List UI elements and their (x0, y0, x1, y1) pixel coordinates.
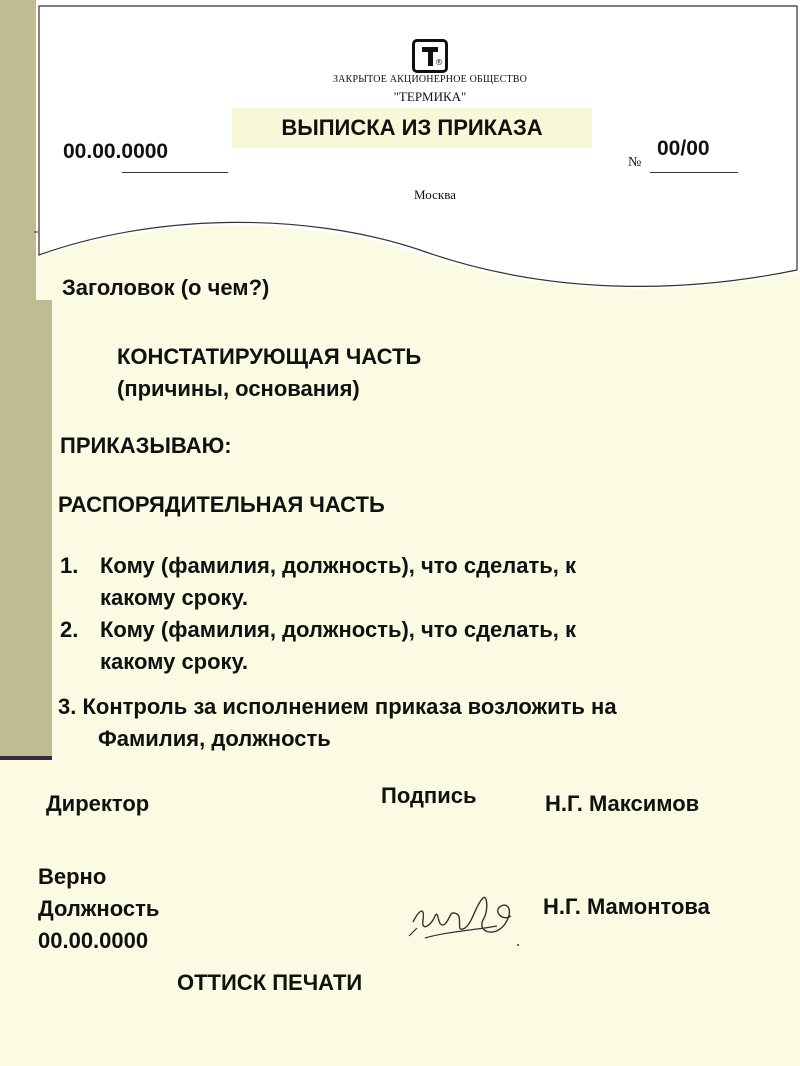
control-clause (58, 691, 617, 755)
list-item-line: Кому (фамилия, должность), что сделать, к (100, 553, 577, 578)
certified-label: Верно (38, 864, 107, 889)
document-number: 00/00 (657, 137, 710, 160)
number-underline (650, 172, 738, 173)
company-logo-t-icon: ® (412, 39, 448, 73)
control-clause-line: 3. Контроль за исполнением приказа возложить на (58, 694, 617, 719)
position-label: Должность (38, 896, 160, 921)
order-word: ПРИКАЗЫВАЮ: (60, 433, 232, 458)
side-bar-divider (0, 756, 52, 760)
signature-label: Подпись (381, 783, 477, 808)
list-item-line: какому сроку. (100, 585, 248, 610)
letterhead (0, 0, 800, 305)
control-clause-line: Фамилия, должность (98, 726, 331, 751)
certification-block (38, 861, 159, 957)
certification-date: 00.00.0000 (38, 928, 149, 953)
date-underline (122, 172, 228, 173)
document-date: 00.00.0000 (63, 140, 169, 163)
company-name: "ТЕРМИКА" (393, 89, 467, 104)
director-name: Н.Г. Максимов (545, 791, 700, 816)
list-item-line: Кому (фамилия, должность), что сделать, к (100, 617, 577, 642)
list-item-number: 2. (60, 617, 79, 642)
directive-list (60, 550, 576, 678)
heading-placeholder: Заголовок (о чем?) (62, 275, 270, 300)
list-item-line: какому сроку. (100, 649, 248, 674)
company-type: ЗАКРЫТОЕ АКЦИОНЕРНОЕ ОБЩЕСТВО (332, 74, 528, 85)
list-item (60, 550, 576, 614)
list-item-number: 1. (60, 553, 79, 578)
certifier-name: Н.Г. Мамонтова (543, 894, 710, 919)
handwritten-signature-icon (405, 880, 525, 950)
list-item (60, 614, 576, 678)
stating-part-title: КОНСТАТИРУЮЩАЯ ЧАСТЬ (117, 344, 422, 369)
document-title: ВЫПИСКА ИЗ ПРИКАЗА (232, 108, 592, 148)
city: Москва (414, 187, 456, 202)
director-title: Директор (46, 791, 150, 816)
stating-part-note: (причины, основания) (117, 376, 360, 401)
number-sign: № (628, 155, 642, 170)
directive-part-title: РАСПОРЯДИТЕЛЬНАЯ ЧАСТЬ (58, 492, 385, 517)
seal-placeholder: ОТТИСК ПЕЧАТИ (177, 970, 363, 995)
side-bar-bottom (0, 300, 52, 758)
stating-part (117, 341, 421, 405)
